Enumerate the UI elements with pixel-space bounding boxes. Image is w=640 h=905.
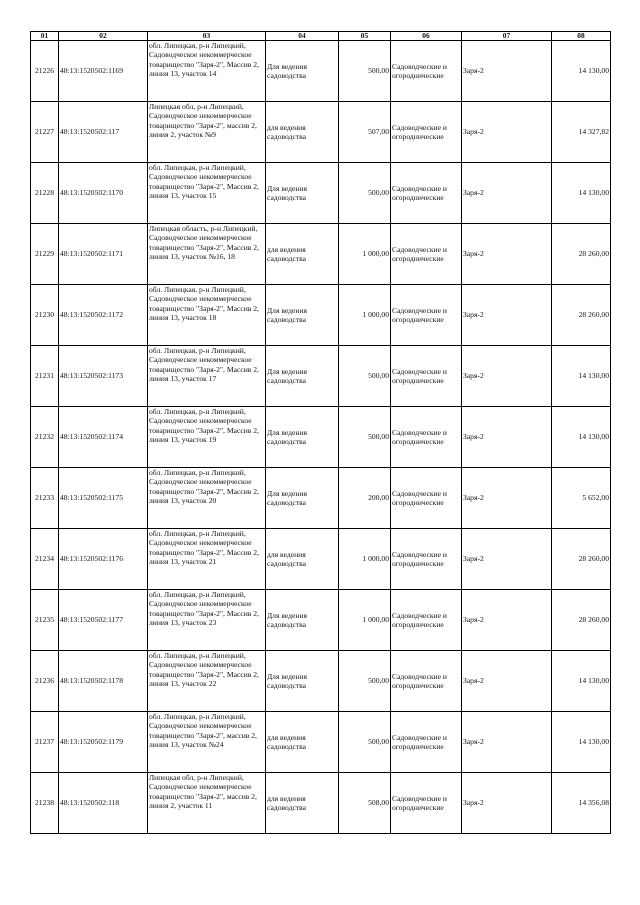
cadastral-number-cell: 48:13:1520502:1169 [59, 41, 148, 102]
table-row [31, 651, 611, 712]
land-category-cell: Садоводческие и огороднические [391, 468, 462, 529]
address-text: обл. Липецкая, р-н Липецкий, Садоводческое некоммерческое товарищество "Заря-2", Массив 2, линия 13, участок 14 [149, 41, 259, 79]
land-category-cell: Садоводческие и огороднические [391, 346, 462, 407]
permitted-use-cell: для ведения садоводства [266, 773, 339, 834]
row-id-cell: 21228 [31, 163, 59, 224]
row-id-cell: 21238 [31, 773, 59, 834]
column-header: 06 [391, 32, 462, 41]
address-cell [148, 102, 266, 163]
cadastral-number-cell: 48:13:1520502:1170 [59, 163, 148, 224]
land-category-cell: Садоводческие и огороднические [391, 102, 462, 163]
permitted-use-cell: Для ведения садоводства [266, 651, 339, 712]
table-row [31, 346, 611, 407]
land-category-cell: Садоводческие и огороднические [391, 163, 462, 224]
area-cell: 508,00 [339, 773, 391, 834]
address-text: обл. Липецкая, р-н Липецкий, Садоводческое некоммерческое товарищество "Заря-2", массив 2, линия 13, участок №24 [149, 712, 257, 750]
row-id-cell: 21230 [31, 285, 59, 346]
cadastral-value-cell: 28 260,00 [552, 529, 611, 590]
land-category-cell: Садоводческие и огороднические [391, 773, 462, 834]
address-cell [148, 590, 266, 651]
cadastral-value-cell: 14 130,00 [552, 407, 611, 468]
partnership-name-cell: Заря-2 [462, 590, 552, 651]
partnership-name-cell: Заря-2 [462, 163, 552, 224]
row-id-cell: 21229 [31, 224, 59, 285]
cadastral-number-cell: 48:13:1520502:118 [59, 773, 148, 834]
cadastral-number-cell: 48:13:1520502:1171 [59, 224, 148, 285]
column-header: 08 [552, 32, 611, 41]
address-text: обл. Липецкая, р-н Липецкий, Садоводческое некоммерческое товарищество "Заря-2", Массив 2, линия 13, участок 17 [149, 346, 259, 384]
row-id-cell: 21237 [31, 712, 59, 773]
cadastral-number-cell: 48:13:1520502:1178 [59, 651, 148, 712]
partnership-name-cell: Заря-2 [462, 773, 552, 834]
cadastral-value-cell: 14 327,82 [552, 102, 611, 163]
cadastral-value-cell: 14 130,00 [552, 712, 611, 773]
address-cell [148, 163, 266, 224]
permitted-use-cell: Для ведения садоводства [266, 590, 339, 651]
area-cell: 500,00 [339, 41, 391, 102]
table-row [31, 712, 611, 773]
land-category-cell: Садоводческие и огороднические [391, 41, 462, 102]
row-id-cell: 21235 [31, 590, 59, 651]
row-id-cell: 21226 [31, 41, 59, 102]
permitted-use-cell: для ведения садоводства [266, 712, 339, 773]
column-header: 04 [266, 32, 339, 41]
column-header: 05 [339, 32, 391, 41]
table-row [31, 285, 611, 346]
table-row [31, 102, 611, 163]
land-category-cell: Садоводческие и огороднические [391, 712, 462, 773]
address-text: обл. Липецкая, р-н Липецкий, Садоводческое некоммерческое товарищество "Заря-2", Массив 2, линия 13, участок 23 [149, 590, 259, 628]
address-text: Липецкая обл, р-н Липецкий, Садоводческое некоммерческое товарищество "Заря-2", массив 2, линия 2, участок 11 [149, 773, 257, 811]
table-header-row [31, 32, 611, 41]
row-id-cell: 21232 [31, 407, 59, 468]
table-row [31, 224, 611, 285]
land-category-cell: Садоводческие и огороднические [391, 651, 462, 712]
partnership-name-cell: Заря-2 [462, 407, 552, 468]
cadastral-value-cell: 28 260,00 [552, 590, 611, 651]
table-row [31, 163, 611, 224]
cadastral-value-cell: 28 260,00 [552, 224, 611, 285]
row-id-cell: 21233 [31, 468, 59, 529]
address-cell [148, 773, 266, 834]
partnership-name-cell: Заря-2 [462, 468, 552, 529]
land-category-cell: Садоводческие и огороднические [391, 224, 462, 285]
permitted-use-cell: Для ведения садоводства [266, 285, 339, 346]
cadastral-value-cell: 5 652,00 [552, 468, 611, 529]
area-cell: 1 000,00 [339, 285, 391, 346]
cadastral-number-cell: 48:13:1520502:1173 [59, 346, 148, 407]
address-cell [148, 41, 266, 102]
permitted-use-cell: Для ведения садоводства [266, 407, 339, 468]
column-header: 07 [462, 32, 552, 41]
address-text: Липецкая область, р-н Липецкий, Садоводческое некоммерческое товарищество "Заря-2", Массив 2, линия 13, участок №16, 18 [149, 224, 259, 262]
cadastral-value-cell: 14 130,00 [552, 346, 611, 407]
land-category-cell: Садоводческие и огороднические [391, 285, 462, 346]
cadastral-number-cell: 48:13:1520502:117 [59, 102, 148, 163]
area-cell: 500,00 [339, 163, 391, 224]
permitted-use-cell: Для ведения садоводства [266, 163, 339, 224]
permitted-use-cell: для ведения садоводства [266, 102, 339, 163]
partnership-name-cell: Заря-2 [462, 285, 552, 346]
cadastral-number-cell: 48:13:1520502:1179 [59, 712, 148, 773]
area-cell: 500,00 [339, 346, 391, 407]
table-row [31, 468, 611, 529]
area-cell: 500,00 [339, 712, 391, 773]
partnership-name-cell: Заря-2 [462, 41, 552, 102]
table-row [31, 41, 611, 102]
area-cell: 200,00 [339, 468, 391, 529]
area-cell: 507,00 [339, 102, 391, 163]
cadastral-value-cell: 14 356,08 [552, 773, 611, 834]
address-text: обл. Липецкая, р-н Липецкий, Садоводческое некоммерческое товарищество "Заря-2", Массив 2, линия 13, участок 22 [149, 651, 259, 689]
cadastral-value-cell: 14 130,00 [552, 163, 611, 224]
address-cell [148, 407, 266, 468]
cadastral-value-cell: 28 260,00 [552, 285, 611, 346]
address-text: обл. Липецкая, р-н Липецкий, Садоводческое некоммерческое товарищество "Заря-2", Массив 2, линия 13, участок 19 [149, 407, 259, 445]
column-header: 01 [31, 32, 59, 41]
permitted-use-cell: для ведения садоводства [266, 224, 339, 285]
table-row [31, 590, 611, 651]
cadastral-number-cell: 48:13:1520502:1175 [59, 468, 148, 529]
area-cell: 500,00 [339, 651, 391, 712]
area-cell: 1 000,00 [339, 590, 391, 651]
area-cell: 1 000,00 [339, 224, 391, 285]
column-header: 03 [148, 32, 266, 41]
land-category-cell: Садоводческие и огороднические [391, 529, 462, 590]
address-cell [148, 285, 266, 346]
cadastral-register-table [30, 31, 611, 834]
partnership-name-cell: Заря-2 [462, 712, 552, 773]
address-text: обл. Липецкая, р-н Липецкий, Садоводческое некоммерческое товарищество "Заря-2", Массив 2, линия 13, участок 15 [149, 163, 259, 201]
row-id-cell: 21234 [31, 529, 59, 590]
cadastral-value-cell: 14 130,00 [552, 41, 611, 102]
land-category-cell: Садоводческие и огороднические [391, 407, 462, 468]
row-id-cell: 21231 [31, 346, 59, 407]
row-id-cell: 21227 [31, 102, 59, 163]
partnership-name-cell: Заря-2 [462, 529, 552, 590]
partnership-name-cell: Заря-2 [462, 224, 552, 285]
row-id-cell: 21236 [31, 651, 59, 712]
permitted-use-cell: для ведения садоводства [266, 529, 339, 590]
address-cell [148, 651, 266, 712]
table-row [31, 773, 611, 834]
address-text: обл. Липецкая, р-н Липецкий, Садоводческое некоммерческое товарищество "Заря-2", Массив 2, линия 13, участок 21 [149, 529, 259, 567]
table-row [31, 407, 611, 468]
table-row [31, 529, 611, 590]
cadastral-number-cell: 48:13:1520502:1176 [59, 529, 148, 590]
area-cell: 1 000,00 [339, 529, 391, 590]
address-cell [148, 712, 266, 773]
area-cell: 500,00 [339, 407, 391, 468]
cadastral-value-cell: 14 130,00 [552, 651, 611, 712]
permitted-use-cell: Для ведения садоводства [266, 41, 339, 102]
cadastral-number-cell: 48:13:1520502:1174 [59, 407, 148, 468]
cadastral-number-cell: 48:13:1520502:1177 [59, 590, 148, 651]
address-text: Липецкая обл, р-н Липецкий, Садоводческое некоммерческое товарищество "Заря-2", массив 2, линия 2, участок №9 [149, 102, 257, 140]
address-text: обл. Липецкая, р-н Липецкий, Садоводческое некоммерческое товарищество "Заря-2", Массив 2, линия 13, участок 20 [149, 468, 259, 506]
cadastral-number-cell: 48:13:1520502:1172 [59, 285, 148, 346]
partnership-name-cell: Заря-2 [462, 651, 552, 712]
address-cell [148, 529, 266, 590]
address-cell [148, 346, 266, 407]
land-category-cell: Садоводческие и огороднические [391, 590, 462, 651]
column-header: 02 [59, 32, 148, 41]
permitted-use-cell: Для ведения садоводства [266, 346, 339, 407]
permitted-use-cell: Для ведения садоводства [266, 468, 339, 529]
address-cell [148, 224, 266, 285]
partnership-name-cell: Заря-2 [462, 102, 552, 163]
address-text: обл. Липецкая, р-н Липецкий, Садоводческое некоммерческое товарищество "Заря-2", Массив 2, линия 13, участок 18 [149, 285, 259, 323]
address-cell [148, 468, 266, 529]
partnership-name-cell: Заря-2 [462, 346, 552, 407]
